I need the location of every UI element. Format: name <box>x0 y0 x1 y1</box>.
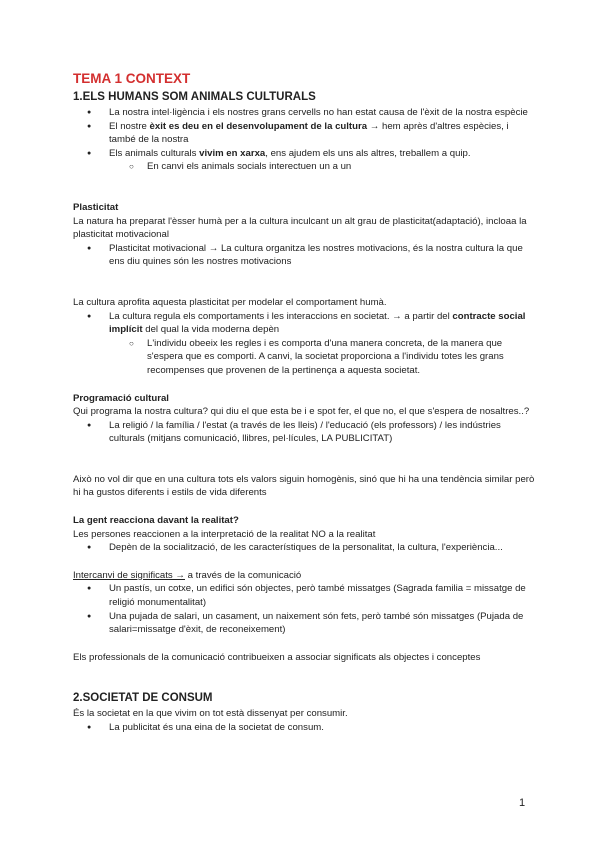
list-item: ● Plasticitat motivacional → La cultura organitza les nostres motivacions, és la nostra cultura la que ens diu quines són les nostres motivacions <box>73 242 535 269</box>
text: Els animals culturals <box>109 147 200 159</box>
sub-list-item: ○ L'individu obeeix les regles i es comporta d'una manera concreta, de la manera que s'espera que es comporti. A canvi, la societat proporciona a l'individu totes les grans recompenses que provenen de la pertinença a aquesta societat. <box>73 337 535 378</box>
reaccio-heading: La gent reacciona davant la realitat? <box>73 515 239 527</box>
text: , ens ajudem els uns als altres, treballem a quip. <box>265 147 471 159</box>
text: a través de la comunicació <box>184 569 302 581</box>
plasticitat-heading: Plasticitat <box>73 201 119 213</box>
paragraph: La natura ha preparat l'èsser humà per a la cultura inculcant un alt grau de plasticitat(adaptació), incloaa la plasticitat motivacional <box>73 215 527 241</box>
programacio-heading: Programació cultural <box>73 392 169 404</box>
list-item: ● Una pujada de salari, un casament, un naixement són fets, però també són missatges (Pujada de salari=missatge d'èxit, de reconeixement) <box>73 610 535 637</box>
reaccio-list <box>73 541 535 555</box>
list-item: ● La publicitat és una eina de la societat de consum. <box>73 721 535 735</box>
section-2-heading: 2.SOCIETAT DE CONSUM <box>73 692 213 705</box>
paragraph: Qui programa la nostra cultura? qui diu el que esta be i e spot fer, el que no, el que s'espera de nosaltres..? <box>73 406 530 418</box>
list-item <box>73 147 535 161</box>
paragraph: Això no vol dir que en una cultura tots els valors siguin homogènis, sinó que hi ha una tendència similar però hi ha gustos diferents i estils de vida diferents <box>73 473 535 499</box>
underlined-text: Intercanvi de significats → <box>73 569 185 581</box>
intercanvi-list <box>73 582 535 636</box>
document-page <box>73 70 535 735</box>
paragraph: La cultura aprofita aquesta plasticitat per modelar el comportament humà. <box>73 296 387 308</box>
programacio-list <box>73 419 535 446</box>
sub-list-item: ○ En canvi els animals socials interectuen un a un <box>73 160 535 174</box>
paragraph: Les persones reaccionen a la interpretació de la realitat NO a la realitat <box>73 528 376 540</box>
list-item: ● La religió / la família / l'estat (a través de les lleis) / l'educació (els professors) / les indústries culturals (mitjans comunicació, llibres, pel·lícules, LA PUBLICITAT) <box>73 419 535 446</box>
text: El nostre <box>109 120 150 132</box>
list-item: ● La nostra intel·ligència i els nostres grans cervells no han estat causa de l'èxit de la nostra espècie <box>73 106 535 120</box>
page-number: 1 <box>519 797 526 809</box>
bold-text: vivim en xarxa <box>199 147 266 159</box>
paragraph: Els professionals de la comunicació contribueixen a associar significats als objectes i conceptes <box>73 651 481 663</box>
section-1-list <box>73 106 535 174</box>
section-1-heading: 1.ELS HUMANS SOM ANIMALS CULTURALS <box>73 91 316 103</box>
list-item <box>73 310 535 337</box>
section-2-list <box>73 721 535 735</box>
document-title: TEMA 1 CONTEXT <box>73 71 191 86</box>
list-item: ● Un pastís, un cotxe, un edifici són objectes, però també missatges (Sagrada familia = missatge de religió monumentalitat) <box>73 582 535 609</box>
paragraph: És la societat en la que vivim on tot està dissenyat per consumir. <box>73 708 348 720</box>
intercanvi-lead <box>73 569 535 583</box>
bold-text: èxit es deu en el desenvolupament de la cultura <box>149 120 368 132</box>
text: La cultura regula els comportaments i les interaccions en societat. → a partir del <box>109 310 453 322</box>
plasticitat-list-2 <box>73 310 535 378</box>
list-item <box>73 120 535 147</box>
plasticitat-list <box>73 242 535 269</box>
list-item: ● Depèn de la socialització, de les característiques de la personalitat, la cultura, l'experiència... <box>73 541 535 555</box>
bold-text: contracte social implícit <box>109 310 526 336</box>
text: del qual la vida moderna depèn <box>142 324 280 336</box>
text: → hem après d'altres espècies, i també de la nostra <box>109 120 509 146</box>
